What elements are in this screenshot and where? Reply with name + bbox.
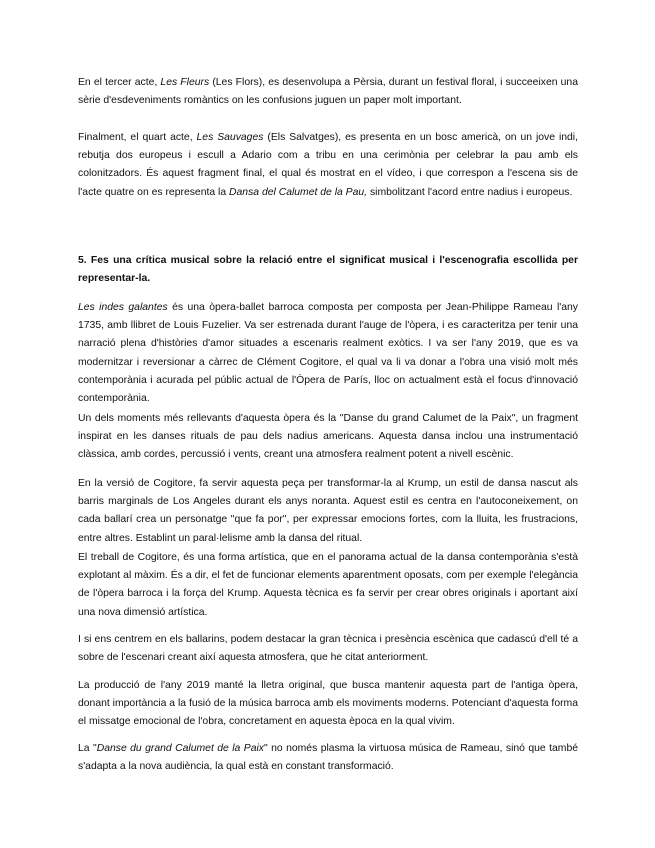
italic-text-run: Les Sauvages bbox=[196, 132, 264, 143]
text-run: I si ens centrem en els ballarins, podem destacar la gran tècnica i presència escènica que cadascú d'ell té a sobre de l'escenari creant així aquesta atmosfera, que he citat anteriorment. bbox=[78, 634, 578, 664]
italic-text-run: Danse du grand Calumet de la Paix bbox=[96, 743, 264, 754]
paragraph-cogitore-work bbox=[78, 549, 578, 622]
text-run: La " bbox=[78, 743, 97, 754]
paragraph-les-indes-galantes bbox=[78, 299, 578, 408]
question-heading bbox=[78, 252, 578, 288]
text-run: En el tercer acte, bbox=[78, 77, 161, 88]
text-run: " no només plasma la virtuosa música de Rameau, sinó que també s'adapta a la nova audiència, la qual està en constant transformació. bbox=[78, 743, 579, 773]
paragraph-dancers bbox=[78, 631, 578, 667]
paragraph-krump bbox=[78, 475, 578, 548]
text-run: 5. Fes una crítica musical sobre la relació entre el significat musical i l'escenografia escollida per representar-la. bbox=[78, 255, 578, 285]
text-run: és una òpera-ballet barroca composta per composta per Jean-Philippe Rameau l'any 1735, amb llibret de Louis Fuzelier. Va ser estrenada durant l'auge de l'òpera, i es caracteritza per tenir una narració plena d'històries d'amor situades a escenaris realment exòtics. I va ser l'any 2019, que es va modernitzar i reversionar a càrrec de Clément Cogitore, el qual va li va donar a l'obra una visió molt més contemporània i acurada pel públic actual de l'Òpera de París, lloc on actualment està el focus d'innovació contemporània. bbox=[78, 302, 579, 405]
italic-text-run: Les indes galantes bbox=[78, 302, 168, 313]
paragraph-danse-calumet bbox=[78, 410, 578, 465]
italic-text-run: Dansa del Calumet de la Pau, bbox=[229, 186, 368, 198]
text-run: (Els Salvatges), es presenta en un bosc americà, on un jove indi, rebutja dos europeus i escull a Adario com a tribu en una cerimònia per celebrar la pau amb els colonitzadors. És aquest fragment final, el qual és mostrat en el vídeo, i que correspon a l'escena sis de l'acte quatre on es representa la bbox=[78, 132, 579, 198]
text-run: La producció de l'any 2019 manté la lletra original, que busca mantenir aquesta part de l'antiga òpera, donant importància a la fusió de la música barroca amb els moviments moderns. Potenciant d'aquesta forma el missatge emocional de l'obra, concretament en aquesta època en la qual vivim. bbox=[78, 680, 578, 728]
text-run: El treball de Cogitore, és una forma artística, que en el panorama actual de la dansa contemporània s'està explotant al màxim. És a dir, el fet de funcionar elements aparentment oposats, com per exemple l'elegància de l'òpera barroca i la força del Krump. Aquesta tècnica es fa servir per crear obres originals i aportant així una nova dimensió artística. bbox=[78, 552, 578, 618]
paragraph-act-three bbox=[78, 74, 578, 110]
paragraph-act-four bbox=[78, 129, 578, 202]
text-run: (Les Flors), es desenvolupa a Pèrsia, durant un festival floral, i succeeixen una sèrie d'esdeveniments romàntics on les confusions juguen un paper molt important. bbox=[78, 77, 578, 107]
text-run: simbolitzant l'acord entre nadius i europeus. bbox=[367, 186, 573, 198]
italic-text-run: Les Fleurs bbox=[160, 77, 210, 88]
text-run: Un dels moments més rellevants d'aquesta òpera és la "Danse du grand Calumet de la Paix", un fragment inspirat en les danses rituals de pau dels nadius americans. Aquesta dansa inclou una instrumentació clàssica, amb cordes, percussió i vents, creant una atmosfera realment potent a nivell escènic. bbox=[78, 413, 578, 461]
text-run: En la versió de Cogitore, fa servir aquesta peça per transformar-la al Krump, un estil de dansa nascut als barris marginals de Los Angeles durant els anys noranta. Aquest estil es centra en l'autoconeixement, on cada ballarí crea un personatge "que fa por", per expressar emocions fortes, com la lluita, les frustracions, entre altres. Establint un paral·lelisme amb la dansa del ritual. bbox=[78, 478, 578, 544]
text-run: Finalment, el quart acte, bbox=[78, 132, 197, 143]
paragraph-conclusion bbox=[78, 740, 578, 776]
paragraph-production-2019 bbox=[78, 677, 578, 732]
